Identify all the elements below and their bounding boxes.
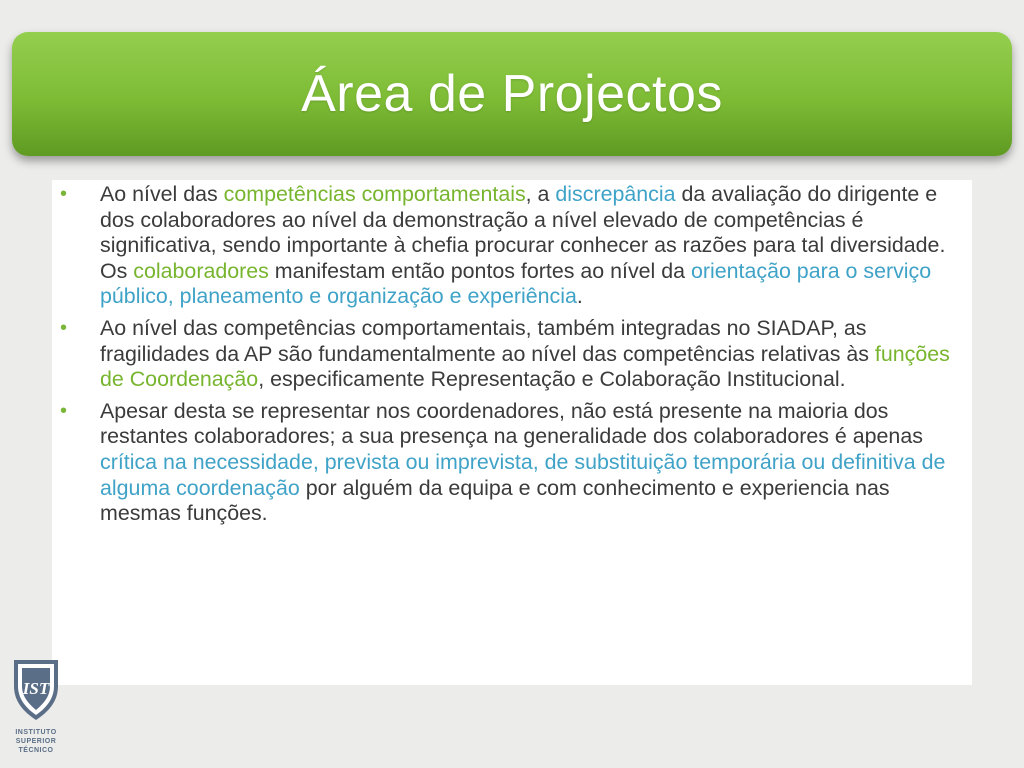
logo-line-1: INSTITUTO xyxy=(15,729,57,736)
highlighted-text: colaboradores xyxy=(133,258,269,283)
highlighted-text: funções de Coordenação xyxy=(100,341,950,392)
bullet-text: por alguém da equipa e com conhecimento e experiencia nas mesmas funções. xyxy=(100,475,890,526)
bullet-text: manifestam então pontos fortes ao nível da xyxy=(268,258,691,283)
logo-mark: IST xyxy=(22,679,50,698)
logo-line-3: TÉCNICO xyxy=(18,747,54,754)
shield-icon xyxy=(8,656,64,724)
bullet-text: Apesar desta se representar nos coordenadores, não está presente na maioria dos restantes colaboradores; a sua presença na generalidade dos colaboradores é apenas xyxy=(100,398,923,449)
highlighted-text: orientação para o serviço público, planeamento e organização e experiência xyxy=(100,258,932,309)
logo-line-2: SUPERIOR xyxy=(15,738,57,745)
content-box xyxy=(52,180,972,685)
bullet-text: . xyxy=(576,284,583,309)
bullet-text: Ao nível das xyxy=(100,182,224,206)
highlighted-text: discrepância xyxy=(555,182,676,206)
bullet-item xyxy=(52,399,972,527)
highlighted-text: competências comportamentais xyxy=(223,182,526,206)
bullet-text: Ao nível das competências comportamentais, também integradas no SIADAP, as fragilidades da AP são fundamentalmente ao nível das competências relativas às xyxy=(100,315,875,366)
bullet-item xyxy=(52,182,972,310)
slide-title: Área de Projectos xyxy=(301,65,723,123)
bullet-item xyxy=(52,316,972,393)
title-banner xyxy=(12,32,1012,156)
bullet-icon: • xyxy=(60,183,68,205)
highlighted-text: crítica na necessidade, prevista ou imprevista, de substituição temporária ou definitiva de alguma coordenação xyxy=(100,449,946,500)
bullet-icon: • xyxy=(60,316,68,339)
bullet-text: , especificamente Representação e Colaboração Institucional. xyxy=(258,367,846,392)
bullet-icon: • xyxy=(60,399,68,422)
bullet-text: , a xyxy=(525,182,556,206)
bullet-text: da avaliação do dirigente e dos colaboradores ao nível da demonstração a nível elevado de competências é significativa, sendo importante à chefia procurar conhecer as razões para tal diversidade. Os xyxy=(100,182,946,283)
institution-logo xyxy=(8,656,64,760)
bullet-list xyxy=(52,182,972,533)
